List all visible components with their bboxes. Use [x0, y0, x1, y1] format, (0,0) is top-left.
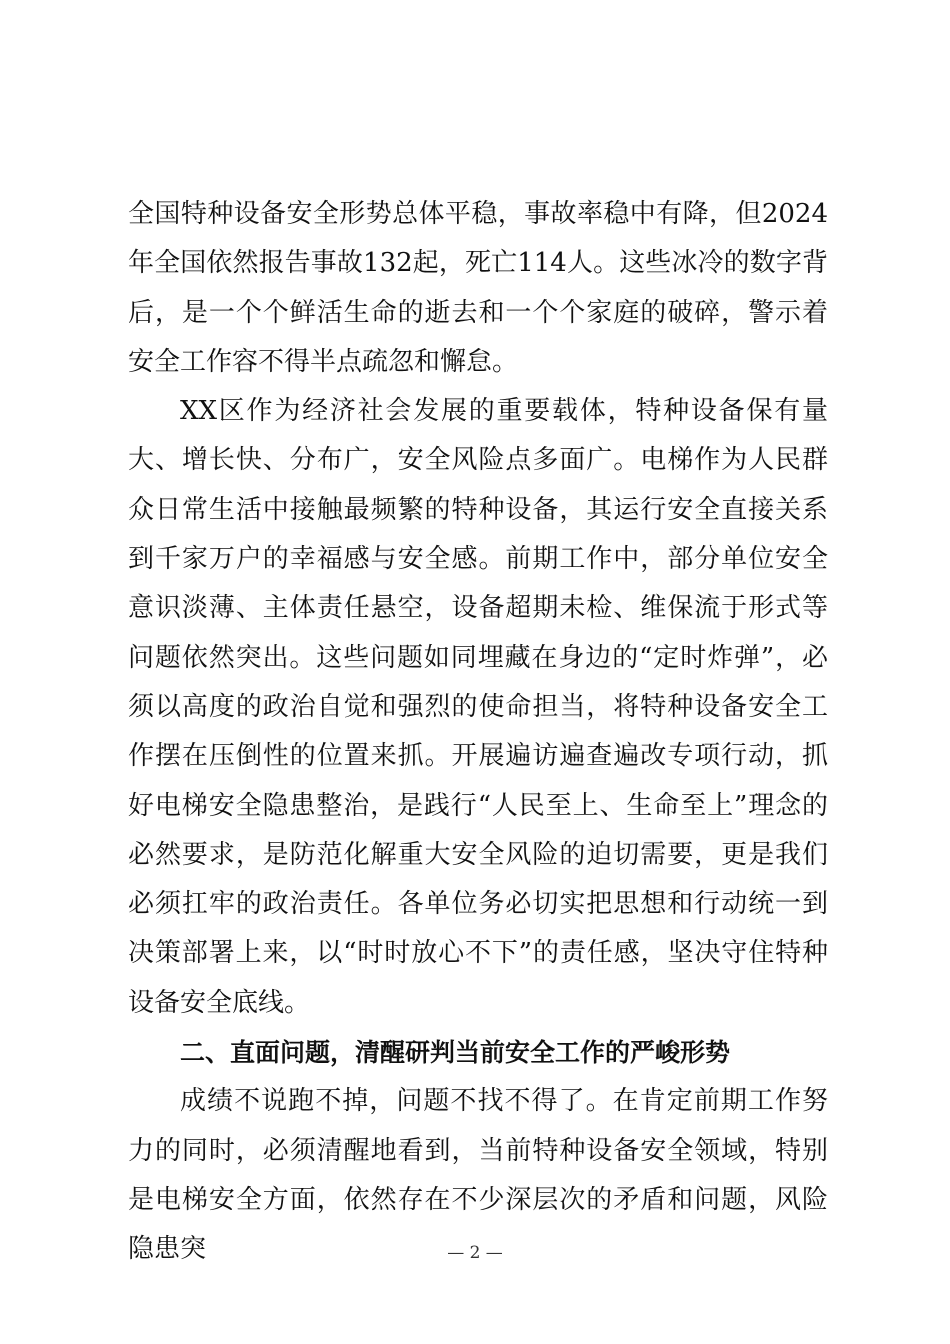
page-number: — 2 — — [447, 1243, 503, 1263]
section-heading-two: 二、直面问题，清醒研判当前安全工作的严峻形势 — [180, 1038, 731, 1068]
document-body — [128, 190, 828, 1275]
paragraph-problems-intro: 成绩不说跑不掉，问题不找不得了。在肯定前期工作努力的同时，必须清醒地看到，当前特种设备安全领域，特别是电梯安全方面，依然存在不少深层次的矛盾和问题，风险隐患突 — [128, 1086, 828, 1265]
paragraph-continuation: 全国特种设备安全形势总体平稳，事故率稳中有降，但2024年全国依然报告事故132起，死亡114人。这些冰冷的数字背后，是一个个鲜活生命的逝去和一个个家庭的破碎，警示着安全工作容不得半点疏忽和懈怠。 — [128, 199, 828, 377]
paragraph-district-overview: XX区作为经济社会发展的重要载体，特种设备保有量大、增长快、分布广，安全风险点多面广。电梯作为人民群众日常生活中接触最频繁的特种设备，其运行安全直接关系到千家万户的幸福感与安全感。前期工作中，部分单位安全意识淡薄、主体责任悬空，设备超期未检、维保流于形式等问题依然突出。这些问题如同埋藏在身边的“定时炸弹”，必须以高度的政治自觉和强烈的使命担当，将特种设备安全工作摆在压倒性的位置来抓。开展遍访遍查遍改专项行动，抓好电梯安全隐患整治，是践行“人民至上、生命至上”理念的必然要求，是防范化解重大安全风险的迫切需要，更是我们必须扛牢的政治责任。各单位务必切实把思想和行动统一到决策部署上来，以“时时放心不下”的责任感，坚决守住特种设备安全底线。 — [128, 396, 828, 1018]
